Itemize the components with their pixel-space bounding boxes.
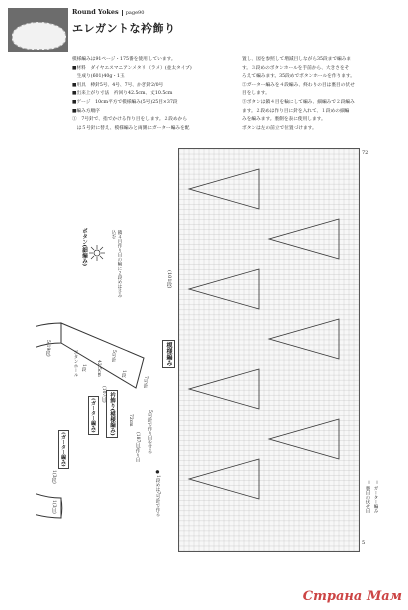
instruction-line: みを編みます。裏側を表に使用します。 bbox=[242, 117, 326, 123]
row-count: (101段) bbox=[166, 270, 172, 289]
buttonhole-label: ボタンホール bbox=[73, 350, 78, 377]
dim-label: 5号針 bbox=[111, 350, 116, 362]
instructions-right bbox=[242, 56, 400, 133]
dim-label: 1(3段) bbox=[51, 470, 56, 484]
section-title: Round Yokes bbox=[72, 8, 119, 16]
instruction-line: ① 7号針で、指でかける作り目をします。２段めから bbox=[72, 117, 188, 123]
chart-note-top: 72 bbox=[362, 150, 369, 156]
dim-label: 1(3目) bbox=[51, 500, 56, 514]
dim-label: 1段 bbox=[121, 370, 126, 378]
instruction-line: ます。２段めは作り目に針を入れて、１段めの細編 bbox=[242, 108, 350, 114]
chart-legend: ＝ 裏目の伏せ目 bbox=[365, 480, 370, 513]
chart-label: 模様編み bbox=[162, 340, 175, 368]
dim-label: 1段 bbox=[81, 364, 86, 372]
dim-label: 5号針で作り目をする bbox=[147, 410, 152, 454]
button-label: ボタン(細編み) bbox=[81, 228, 87, 267]
instruction-line: 置し、図を参照して増減目しながら35段まで編みま bbox=[242, 57, 352, 62]
knitting-chart bbox=[178, 148, 360, 552]
instruction-line: す。３段めのボタンホールを手前から、大きさをそ bbox=[242, 65, 350, 71]
dim-label: (107目) bbox=[101, 386, 106, 403]
instruction-line: ■用具 棒針5号、4号、7号、かぎ針2/0号 bbox=[72, 82, 164, 88]
instruction-line: 目をします。 bbox=[242, 91, 270, 97]
page-title: エレガントな衿飾り bbox=[72, 22, 176, 35]
dim-label: 42.5cm bbox=[96, 360, 101, 377]
garter-label-outer: (ガーター編み) bbox=[58, 430, 69, 469]
page-number: page90 bbox=[122, 10, 145, 16]
watermark: Страна Мам bbox=[302, 589, 402, 604]
instruction-line: ■ゲージ 10cm平方で模様編み(5号)25目×37段 bbox=[72, 99, 178, 105]
instruction-line: は５号針に替え、模様編みと両側にガーター編みを配 bbox=[72, 125, 190, 131]
collar-pattern-label: 衿飾り(模様編み) bbox=[106, 390, 118, 438]
chart-note-bottom: 5 bbox=[362, 540, 366, 546]
dim-label: 5(19段) bbox=[45, 340, 50, 357]
dim-label: 72cm bbox=[128, 414, 133, 427]
instruction-line: ■出来上がり寸法 衿回り42.5cm、丈10.5cm bbox=[72, 91, 173, 97]
instruction-line: ②ガーター編みを４段編み、終わりの目は裏目の伏せ bbox=[242, 82, 355, 88]
button-note: 鎖４目作り目の輪に２段めはさみ込む bbox=[111, 230, 122, 298]
instruction-line: 生成り(601)40g・1玉 bbox=[72, 74, 125, 80]
instruction-line: ボタンは左の前立で位置づけます。 bbox=[242, 125, 317, 131]
instruction-line: ③ボタンは鎖４目を輪にして編み、細編みで２段編み bbox=[242, 99, 355, 105]
button-motif-icon bbox=[88, 244, 106, 262]
page-header bbox=[72, 8, 144, 16]
dim-label: 7号針 bbox=[143, 376, 148, 388]
dim-label: (187目)作り目 bbox=[135, 432, 140, 463]
collar-photo bbox=[8, 8, 68, 52]
garter-label-inner: (ガーター編み) bbox=[88, 396, 99, 435]
instruction-line: ■材料 ダイヤエスマニアンメタリ（ラメ）(並太タイプ) bbox=[72, 65, 192, 71]
instruction-line: 模様編みは91ページ・175番を使用しています。 bbox=[72, 57, 176, 62]
chart-legend: ＝ ガーター編み bbox=[373, 480, 378, 513]
chart-grid bbox=[179, 149, 359, 551]
instruction-line: ろえて編みます。35段めでボタンホールを作ります。 bbox=[242, 74, 355, 80]
instruction-line: ■編み方順序 bbox=[72, 108, 100, 114]
instructions-left bbox=[72, 56, 234, 133]
cast-on-note: ●1段めは7号針で作る bbox=[155, 470, 160, 517]
